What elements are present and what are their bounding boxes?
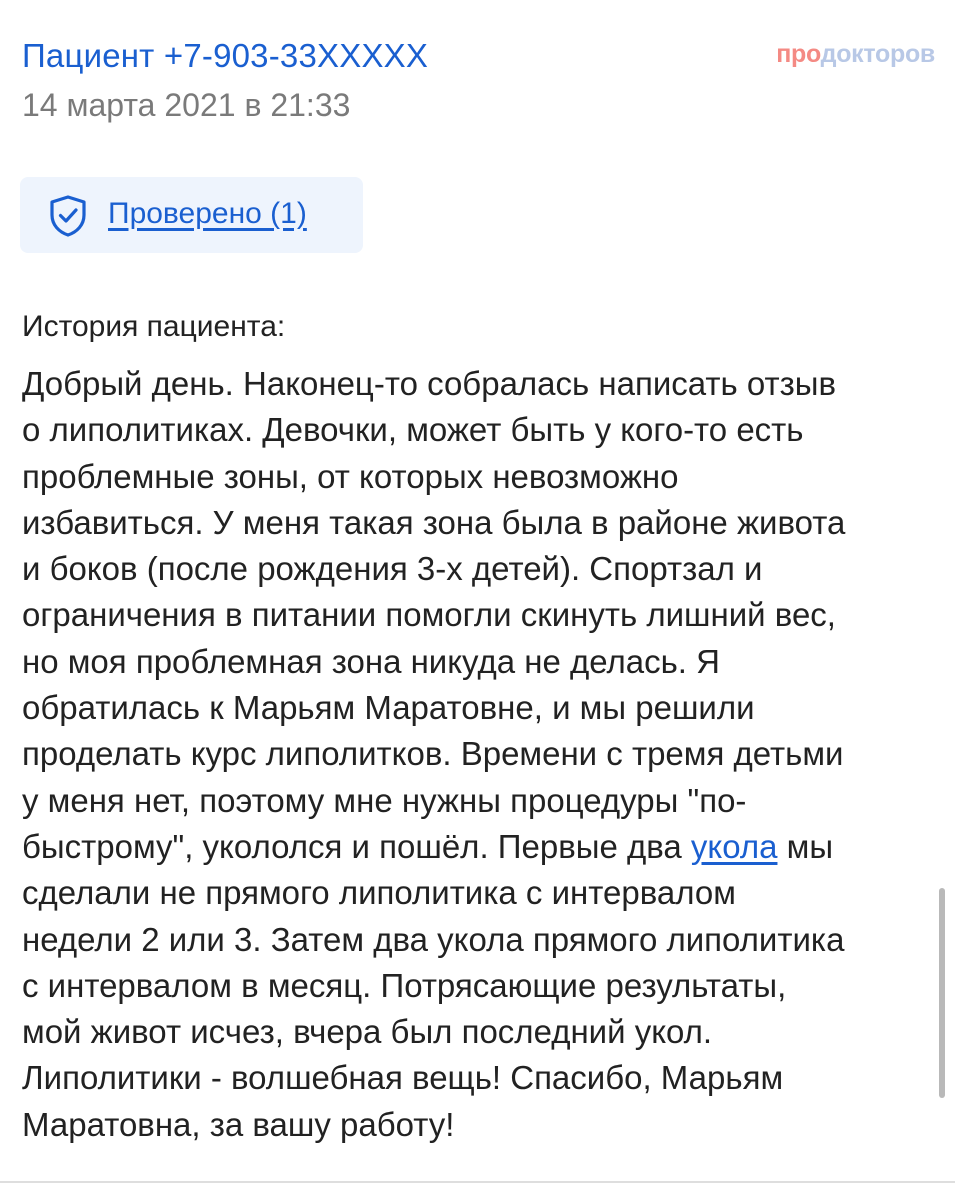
verified-badge-button[interactable]	[20, 177, 363, 253]
story-line: ограничения в питании помогли скинуть лишний вес,	[22, 596, 836, 634]
story-line: избавиться. У меня такая зона была в районе живота	[22, 503, 846, 541]
story-line: у меня нет, поэтому мне нужны процедуры "по-	[22, 781, 747, 819]
story-line: Добрый день. Наконец-то собралась написать отзыв	[22, 365, 836, 402]
ukola-link[interactable]: укола	[690, 827, 778, 865]
story-line: мой живот исчез, вчера был последний укол.	[22, 1013, 713, 1051]
story-line: сделали не прямого липолитика с интервалом	[22, 874, 736, 912]
story-heading: История пациента:	[22, 310, 286, 343]
story-line: Липолитики - волшебная вещь! Спасибо, Марьям	[22, 1059, 784, 1097]
logo-part-pro: про	[776, 40, 821, 68]
verified-label: Проверено (1)	[108, 197, 307, 230]
story-line: обратилась к Марьям Маратовне, и мы решили	[22, 689, 755, 727]
story-line-part: быстрому", укололся и пошёл. Первые два	[22, 827, 691, 865]
story-line: но моя проблемная зона никуда не делась. Я	[22, 642, 720, 680]
review-author-link[interactable]: Пациент +7-903-33XXXXX	[22, 37, 429, 74]
logo-part-doktorov: докторов	[820, 40, 935, 68]
shield-check-icon	[47, 194, 89, 238]
bottom-divider	[0, 1181, 955, 1183]
story-line: проделать курс липолитков. Времени с тремя детьми	[22, 735, 844, 773]
story-line: проблемные зоны, от которых невозможно	[22, 457, 679, 495]
story-line-part: мы	[777, 827, 834, 865]
story-line: Маратовна, за вашу работу!	[22, 1105, 455, 1143]
story-text	[22, 361, 952, 1148]
story-line: недели 2 или 3. Затем два укола прямого липолитика	[22, 920, 845, 958]
vertical-scrollbar[interactable]	[939, 888, 945, 1098]
story-line-with-link	[22, 824, 952, 870]
story-line: и боков (после рождения 3-х детей). Спортзал и	[22, 550, 763, 588]
story-line: о липолитиках. Девочки, может быть у кого-то есть	[22, 411, 804, 449]
review-date: 14 марта 2021 в 21:33	[22, 87, 351, 123]
prodoctorov-logo	[776, 38, 935, 70]
story-line: с интервалом в месяц. Потрясающие результаты,	[22, 966, 787, 1004]
